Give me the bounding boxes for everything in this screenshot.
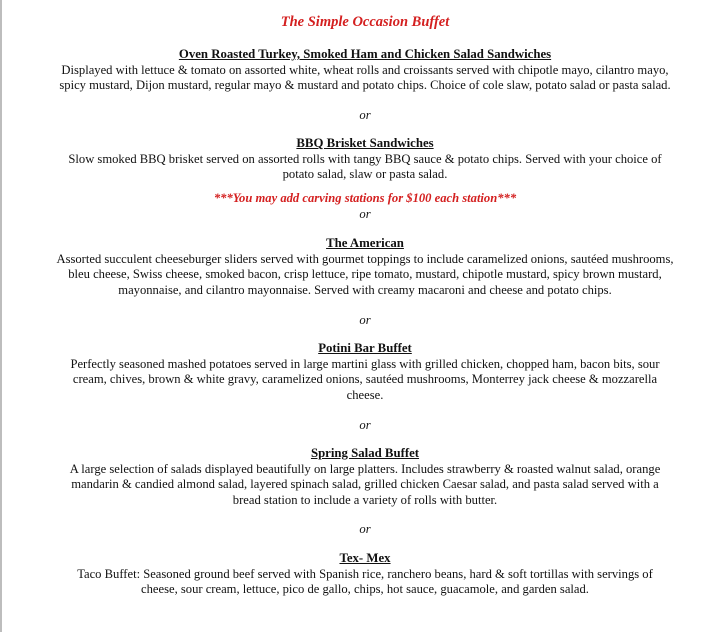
section-description-potini-bar (20, 357, 710, 403)
section-heading-tex-mex: Tex- Mex (339, 551, 391, 565)
section-description-tex-mex (20, 567, 710, 598)
description-line: Perfectly seasoned mashed potatoes served in large martini glass with grilled chicken, chopped ham, bacon bits, sour (70, 357, 660, 371)
description-line: bread station to include a variety of rolls with butter. (232, 492, 498, 507)
description-line: Slow smoked BBQ brisket served on assorted rolls with tangy BBQ sauce & potato chips. Served with your choice of (68, 152, 662, 166)
section-heading-bbq-brisket: BBQ Brisket Sandwiches (296, 136, 434, 150)
description-line: mayonnaise, and cilantro mayonnaise. Served with creamy macaroni and cheese and potato chips. (118, 282, 612, 297)
description-line: potato salad, slaw or pasta salad. (282, 167, 448, 182)
section-heading-the-american: The American (326, 236, 404, 250)
description-line: bleu cheese, Swiss cheese, smoked bacon, crisp lettuce, ripe tomato, mustard, chipotle mustard, spicy brown mustard, (68, 267, 662, 282)
description-line: spicy mustard, Dijon mustard, regular mayo & mustard and potato chips. Choice of cole slaw, potato salad or pasta salad. (59, 78, 671, 93)
carving-station-note: ***You may add carving stations for $100 each station*** (213, 191, 517, 205)
description-line: Assorted succulent cheeseburger sliders served with gourmet toppings to include caramelized onions, sautéed mushrooms, (56, 252, 674, 266)
description-line: Taco Buffet: Seasoned ground beef served with Spanish rice, ranchero beans, hard & soft tortillas with servings of (77, 567, 653, 581)
or-separator: or (359, 418, 371, 432)
section-description-bbq-brisket (20, 152, 710, 183)
description-line: A large selection of salads displayed beautifully on large platters. Includes strawberry & roasted walnut salad, orange (69, 462, 661, 476)
section-description-the-american (20, 252, 710, 298)
section-heading-sandwiches: Oven Roasted Turkey, Smoked Ham and Chicken Salad Sandwiches (178, 47, 552, 61)
description-line: cheese. (346, 387, 384, 402)
menu-title: The Simple Occasion Buffet (280, 14, 450, 30)
or-separator: or (359, 207, 371, 221)
section-description-spring-salad (20, 462, 710, 508)
section-heading-spring-salad: Spring Salad Buffet (310, 446, 420, 460)
or-separator: or (359, 313, 371, 327)
description-line: Displayed with lettuce & tomato on assorted white, wheat rolls and croissants served with chipotle mayo, cilantro mayo, (61, 63, 669, 77)
description-line: cream, chives, brown & white gravy, caramelized onions, sautéed mushrooms, Monterrey jack cheese & mozzarella (72, 372, 658, 387)
or-separator: or (359, 108, 371, 122)
section-heading-potini-bar: Potini Bar Buffet (318, 341, 412, 355)
section-description-sandwiches (20, 63, 710, 94)
description-line: mandarin & candied almond salad, layered spinach salad, grilled chicken Caesar salad, and pasta salad served with a (71, 477, 659, 492)
description-line: cheese, sour cream, lettuce, pico de gallo, chips, hot sauce, guacamole, and garden salad. (141, 582, 589, 597)
or-separator: or (359, 522, 371, 536)
page-left-border (0, 0, 2, 632)
